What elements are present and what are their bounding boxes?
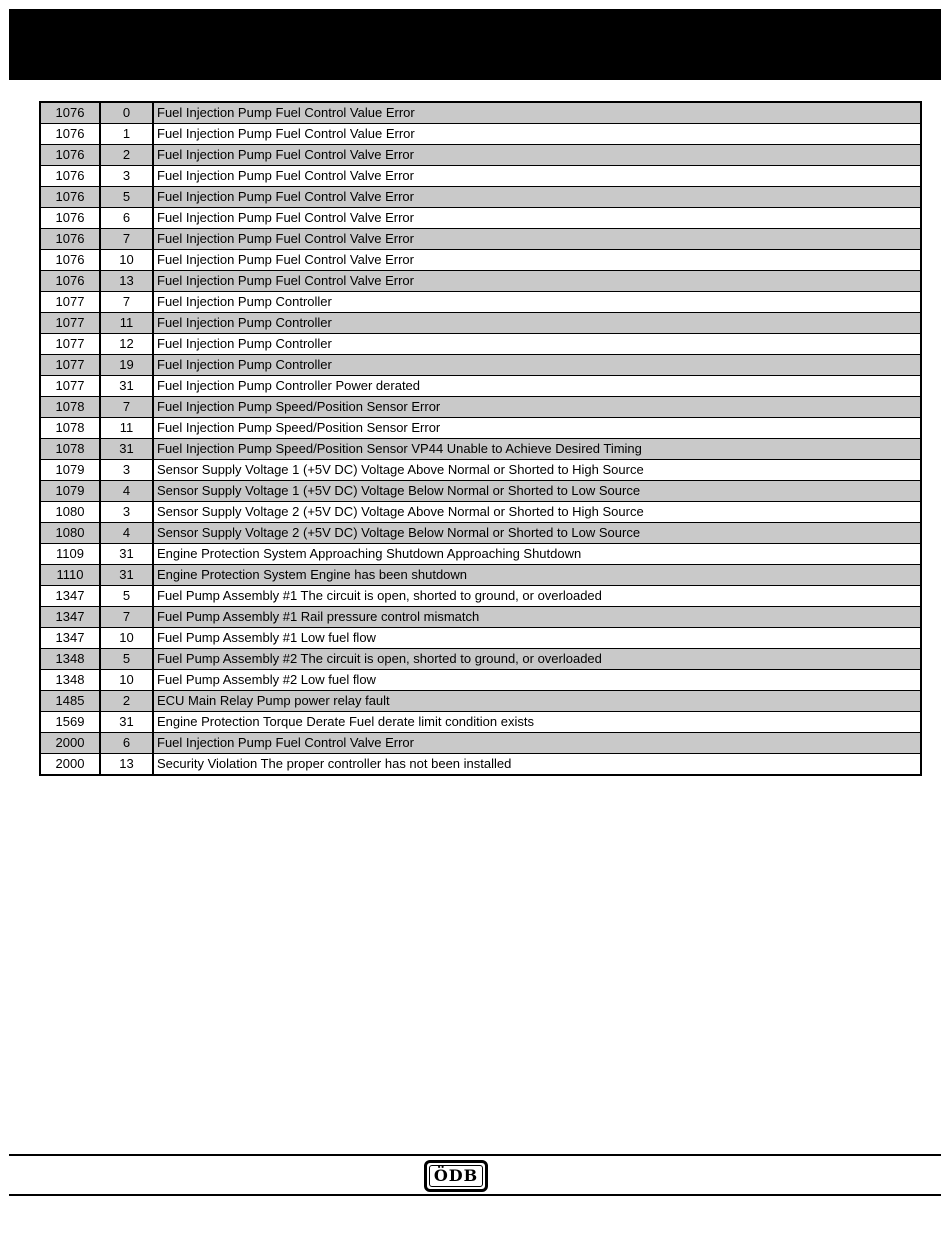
table-row <box>40 565 921 586</box>
table-row <box>40 502 921 523</box>
table-row <box>40 102 921 124</box>
table-row <box>40 439 921 460</box>
spn-cell: 2000 <box>40 754 100 776</box>
fmi-cell: 11 <box>100 313 153 334</box>
description-cell: Security Violation The proper controller has not been installed <box>153 754 921 776</box>
fmi-cell: 3 <box>100 460 153 481</box>
description-cell: Fuel Pump Assembly #2 The circuit is open, shorted to ground, or overloaded <box>153 649 921 670</box>
description-cell: Fuel Injection Pump Fuel Control Valve Error <box>153 208 921 229</box>
fmi-cell: 13 <box>100 271 153 292</box>
table-row <box>40 334 921 355</box>
fmi-cell: 5 <box>100 586 153 607</box>
fmi-cell: 31 <box>100 439 153 460</box>
table-row <box>40 250 921 271</box>
fmi-cell: 4 <box>100 523 153 544</box>
spn-cell: 1078 <box>40 418 100 439</box>
spn-cell: 1109 <box>40 544 100 565</box>
table-row <box>40 460 921 481</box>
spn-cell: 1076 <box>40 250 100 271</box>
description-cell: Fuel Injection Pump Fuel Control Value Error <box>153 124 921 145</box>
table-row <box>40 544 921 565</box>
fmi-cell: 7 <box>100 607 153 628</box>
fmi-cell: 5 <box>100 649 153 670</box>
description-cell: Fuel Injection Pump Controller <box>153 313 921 334</box>
fmi-cell: 3 <box>100 502 153 523</box>
fmi-cell: 0 <box>100 102 153 124</box>
description-cell: ECU Main Relay Pump power relay fault <box>153 691 921 712</box>
table-row <box>40 355 921 376</box>
table-row <box>40 208 921 229</box>
fmi-cell: 1 <box>100 124 153 145</box>
description-cell: Fuel Injection Pump Fuel Control Value Error <box>153 102 921 124</box>
description-cell: Fuel Injection Pump Fuel Control Valve Error <box>153 145 921 166</box>
spn-cell: 1080 <box>40 523 100 544</box>
table-row <box>40 523 921 544</box>
fmi-cell: 12 <box>100 334 153 355</box>
spn-cell: 1076 <box>40 124 100 145</box>
footer-divider-bottom <box>9 1194 941 1196</box>
table-row <box>40 607 921 628</box>
table-row <box>40 397 921 418</box>
description-cell: Fuel Injection Pump Controller <box>153 334 921 355</box>
description-cell: Engine Protection System Engine has been shutdown <box>153 565 921 586</box>
fmi-cell: 6 <box>100 208 153 229</box>
description-cell: Fuel Pump Assembly #1 Low fuel flow <box>153 628 921 649</box>
description-cell: Fuel Injection Pump Fuel Control Valve Error <box>153 250 921 271</box>
odb-logo-icon <box>424 1160 488 1192</box>
fmi-cell: 11 <box>100 418 153 439</box>
description-cell: Sensor Supply Voltage 1 (+5V DC) Voltage Below Normal or Shorted to Low Source <box>153 481 921 502</box>
table-row <box>40 292 921 313</box>
fmi-cell: 31 <box>100 376 153 397</box>
header-bar <box>9 9 941 80</box>
spn-cell: 2000 <box>40 733 100 754</box>
table-row <box>40 754 921 776</box>
fmi-cell: 3 <box>100 166 153 187</box>
spn-cell: 1347 <box>40 607 100 628</box>
description-cell: Fuel Injection Pump Controller Power derated <box>153 376 921 397</box>
spn-cell: 1078 <box>40 439 100 460</box>
fmi-cell: 2 <box>100 145 153 166</box>
table-row <box>40 376 921 397</box>
description-cell: Fuel Injection Pump Fuel Control Valve Error <box>153 229 921 250</box>
description-cell: Fuel Injection Pump Fuel Control Valve Error <box>153 271 921 292</box>
spn-cell: 1485 <box>40 691 100 712</box>
description-cell: Engine Protection Torque Derate Fuel derate limit condition exists <box>153 712 921 733</box>
description-cell: Fuel Injection Pump Speed/Position Sensor Error <box>153 418 921 439</box>
spn-cell: 1077 <box>40 334 100 355</box>
table-row <box>40 418 921 439</box>
spn-cell: 1347 <box>40 586 100 607</box>
spn-cell: 1076 <box>40 187 100 208</box>
fmi-cell: 4 <box>100 481 153 502</box>
description-cell: Engine Protection System Approaching Shutdown Approaching Shutdown <box>153 544 921 565</box>
description-cell: Fuel Injection Pump Speed/Position Sensor Error <box>153 397 921 418</box>
table-row <box>40 628 921 649</box>
spn-cell: 1080 <box>40 502 100 523</box>
description-cell: Sensor Supply Voltage 2 (+5V DC) Voltage Below Normal or Shorted to Low Source <box>153 523 921 544</box>
description-cell: Fuel Pump Assembly #2 Low fuel flow <box>153 670 921 691</box>
fmi-cell: 31 <box>100 712 153 733</box>
spn-cell: 1076 <box>40 166 100 187</box>
spn-cell: 1110 <box>40 565 100 586</box>
spn-cell: 1079 <box>40 481 100 502</box>
spn-cell: 1347 <box>40 628 100 649</box>
logo-text: ÖDB <box>429 1165 483 1187</box>
spn-cell: 1076 <box>40 102 100 124</box>
spn-cell: 1079 <box>40 460 100 481</box>
description-cell: Fuel Injection Pump Fuel Control Valve Error <box>153 187 921 208</box>
description-cell: Fuel Pump Assembly #1 The circuit is open, shorted to ground, or overloaded <box>153 586 921 607</box>
table-row <box>40 712 921 733</box>
description-cell: Fuel Injection Pump Fuel Control Valve Error <box>153 733 921 754</box>
fmi-cell: 2 <box>100 691 153 712</box>
spn-cell: 1076 <box>40 271 100 292</box>
table-row <box>40 187 921 208</box>
fmi-cell: 10 <box>100 628 153 649</box>
fmi-cell: 31 <box>100 544 153 565</box>
description-cell: Fuel Injection Pump Controller <box>153 292 921 313</box>
description-cell: Fuel Injection Pump Speed/Position Sensor VP44 Unable to Achieve Desired Timing <box>153 439 921 460</box>
fmi-cell: 13 <box>100 754 153 776</box>
description-cell: Fuel Injection Pump Fuel Control Valve Error <box>153 166 921 187</box>
spn-cell: 1348 <box>40 649 100 670</box>
spn-cell: 1077 <box>40 313 100 334</box>
description-cell: Fuel Injection Pump Controller <box>153 355 921 376</box>
description-cell: Sensor Supply Voltage 2 (+5V DC) Voltage Above Normal or Shorted to High Source <box>153 502 921 523</box>
table-row <box>40 229 921 250</box>
table-row <box>40 586 921 607</box>
fmi-cell: 7 <box>100 229 153 250</box>
spn-cell: 1077 <box>40 355 100 376</box>
spn-cell: 1077 <box>40 292 100 313</box>
fmi-cell: 7 <box>100 292 153 313</box>
spn-cell: 1076 <box>40 229 100 250</box>
description-cell: Sensor Supply Voltage 1 (+5V DC) Voltage Above Normal or Shorted to High Source <box>153 460 921 481</box>
fmi-cell: 6 <box>100 733 153 754</box>
spn-cell: 1076 <box>40 145 100 166</box>
fmi-cell: 10 <box>100 670 153 691</box>
fmi-cell: 31 <box>100 565 153 586</box>
table-row <box>40 733 921 754</box>
fault-code-table <box>39 101 922 776</box>
table-row <box>40 313 921 334</box>
spn-cell: 1076 <box>40 208 100 229</box>
fmi-cell: 7 <box>100 397 153 418</box>
spn-cell: 1569 <box>40 712 100 733</box>
table-row <box>40 691 921 712</box>
table-row <box>40 481 921 502</box>
table-row <box>40 649 921 670</box>
spn-cell: 1078 <box>40 397 100 418</box>
fault-code-table-body <box>40 102 921 775</box>
table-row <box>40 670 921 691</box>
spn-cell: 1077 <box>40 376 100 397</box>
fmi-cell: 19 <box>100 355 153 376</box>
description-cell: Fuel Pump Assembly #1 Rail pressure control mismatch <box>153 607 921 628</box>
fmi-cell: 5 <box>100 187 153 208</box>
table-row <box>40 145 921 166</box>
table-row <box>40 124 921 145</box>
footer-divider-top <box>9 1154 941 1156</box>
table-row <box>40 166 921 187</box>
table-row <box>40 271 921 292</box>
fmi-cell: 10 <box>100 250 153 271</box>
spn-cell: 1348 <box>40 670 100 691</box>
